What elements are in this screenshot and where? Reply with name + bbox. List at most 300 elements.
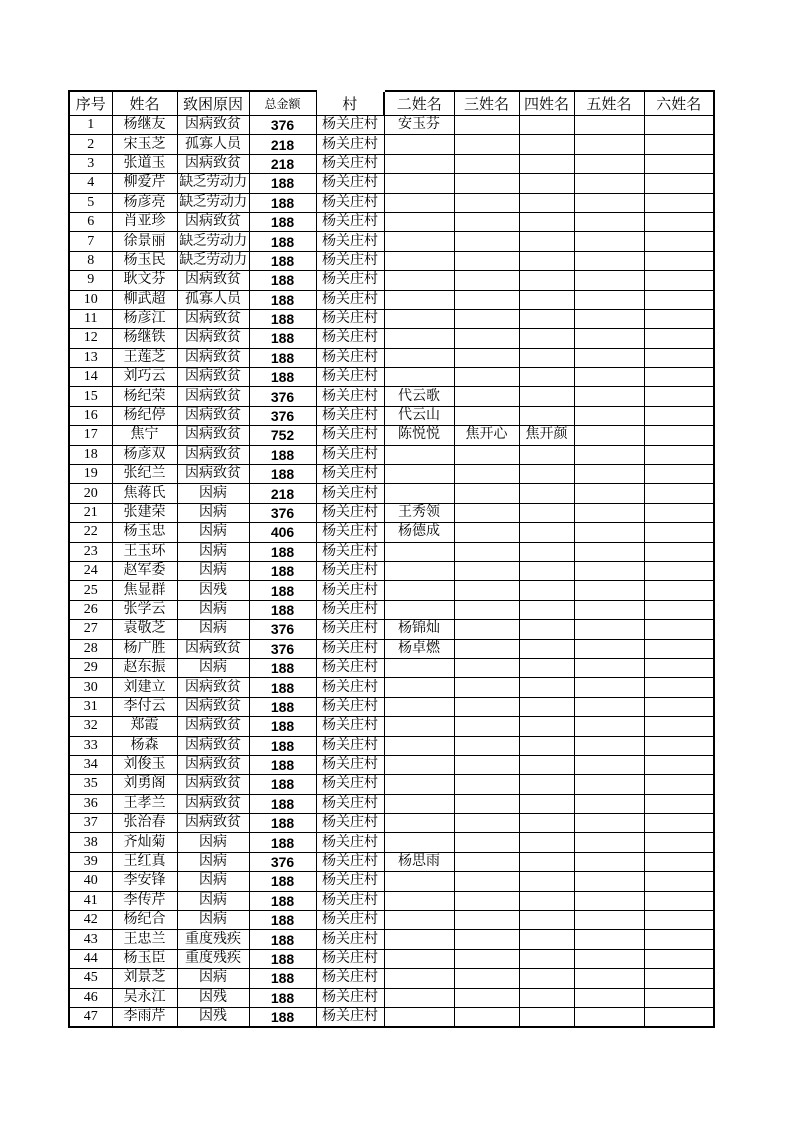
table-cell	[574, 232, 644, 251]
table-cell	[519, 465, 574, 484]
table-cell: 19	[69, 465, 112, 484]
table-cell	[644, 503, 714, 522]
table-cell	[519, 620, 574, 639]
table-cell	[384, 484, 454, 503]
table-cell: 6	[69, 212, 112, 231]
table-cell: 32	[69, 717, 112, 736]
table-row	[69, 658, 714, 677]
table-cell	[384, 290, 454, 309]
table-cell	[384, 232, 454, 251]
table-cell	[519, 794, 574, 813]
table-cell: 12	[69, 329, 112, 348]
table-cell	[644, 329, 714, 348]
poverty-subsidy-table	[68, 90, 715, 1028]
table-cell: 刘勇阁	[112, 775, 177, 794]
table-cell: 因病	[177, 969, 249, 988]
table-cell	[384, 930, 454, 949]
table-cell: 重度残疾	[177, 930, 249, 949]
table-cell	[574, 484, 644, 503]
table-cell	[519, 387, 574, 406]
table-cell: 13	[69, 348, 112, 367]
table-cell	[454, 814, 519, 833]
header-cell: 序号	[69, 91, 112, 116]
table-cell	[644, 736, 714, 755]
table-cell	[454, 406, 519, 425]
table-cell	[574, 794, 644, 813]
table-cell: 杨关庄村	[316, 174, 384, 193]
table-cell	[384, 911, 454, 930]
table-cell	[519, 445, 574, 464]
table-row	[69, 717, 714, 736]
table-cell	[644, 135, 714, 154]
table-cell	[574, 116, 644, 135]
table-row	[69, 387, 714, 406]
table-cell: 杨关庄村	[316, 1007, 384, 1027]
table-cell	[644, 174, 714, 193]
table-cell: 因病致贫	[177, 678, 249, 697]
table-cell: 376	[249, 116, 316, 135]
table-cell: 188	[249, 290, 316, 309]
table-cell: 因病致贫	[177, 368, 249, 387]
table-row	[69, 988, 714, 1007]
table-cell	[384, 697, 454, 716]
table-header	[69, 91, 714, 116]
table-cell	[574, 736, 644, 755]
table-cell	[384, 465, 454, 484]
table-cell: 因病致贫	[177, 755, 249, 774]
table-row	[69, 1007, 714, 1027]
table-row	[69, 833, 714, 852]
table-cell: 杨锦灿	[384, 620, 454, 639]
table-cell: 李付云	[112, 697, 177, 716]
table-cell: 188	[249, 930, 316, 949]
table-cell: 杨纪停	[112, 406, 177, 425]
table-cell: 杨关庄村	[316, 930, 384, 949]
table-row	[69, 348, 714, 367]
table-cell	[574, 290, 644, 309]
table-cell: 因残	[177, 988, 249, 1007]
table-cell	[519, 872, 574, 891]
table-cell	[454, 794, 519, 813]
table-cell: 因病	[177, 542, 249, 561]
table-cell	[644, 251, 714, 270]
table-cell	[454, 445, 519, 464]
table-cell	[454, 678, 519, 697]
table-cell: 27	[69, 620, 112, 639]
table-cell	[644, 581, 714, 600]
table-cell	[384, 174, 454, 193]
table-cell	[384, 755, 454, 774]
table-cell: 杨关庄村	[316, 406, 384, 425]
table-cell: 刘俊玉	[112, 755, 177, 774]
table-cell: 47	[69, 1007, 112, 1027]
table-cell	[574, 949, 644, 968]
table-cell	[644, 697, 714, 716]
table-cell: 16	[69, 406, 112, 425]
table-cell	[454, 736, 519, 755]
table-cell	[644, 794, 714, 813]
table-cell	[644, 872, 714, 891]
table-cell	[519, 174, 574, 193]
table-cell: 李安锋	[112, 872, 177, 891]
table-cell	[644, 232, 714, 251]
table-cell: 袁敬芝	[112, 620, 177, 639]
table-cell: 杨关庄村	[316, 775, 384, 794]
table-cell	[519, 969, 574, 988]
table-cell: 陈悦悦	[384, 426, 454, 445]
table-cell	[644, 814, 714, 833]
table-cell: 焦蒋氏	[112, 484, 177, 503]
table-row	[69, 755, 714, 774]
table-cell	[519, 911, 574, 930]
table-cell: 376	[249, 503, 316, 522]
table-cell: 刘巧云	[112, 368, 177, 387]
table-cell	[519, 639, 574, 658]
table-cell: 1	[69, 116, 112, 135]
table-cell: 46	[69, 988, 112, 1007]
table-cell	[519, 116, 574, 135]
table-cell: 杨关庄村	[316, 736, 384, 755]
table-cell: 因病致贫	[177, 736, 249, 755]
table-cell: 188	[249, 542, 316, 561]
table-cell: 宋玉芝	[112, 135, 177, 154]
table-cell	[574, 988, 644, 1007]
table-cell: 218	[249, 484, 316, 503]
table-cell	[519, 154, 574, 173]
table-cell	[454, 271, 519, 290]
table-cell: 杨关庄村	[316, 891, 384, 910]
table-cell	[519, 833, 574, 852]
table-cell: 因残	[177, 581, 249, 600]
table-cell	[454, 600, 519, 619]
header-cell: 姓名	[112, 91, 177, 116]
table-cell	[574, 852, 644, 871]
table-cell	[519, 309, 574, 328]
table-cell	[454, 387, 519, 406]
table-cell: 杨关庄村	[316, 658, 384, 677]
table-cell	[644, 465, 714, 484]
table-cell: 杨关庄村	[316, 523, 384, 542]
table-cell	[519, 852, 574, 871]
table-cell: 因病	[177, 503, 249, 522]
header-cell: 六姓名	[644, 91, 714, 116]
table-cell	[384, 600, 454, 619]
table-cell	[644, 833, 714, 852]
table-row	[69, 620, 714, 639]
table-cell: 因病致贫	[177, 309, 249, 328]
table-cell	[574, 697, 644, 716]
table-row	[69, 290, 714, 309]
table-cell	[454, 639, 519, 658]
table-cell	[574, 930, 644, 949]
table-cell: 因病	[177, 852, 249, 871]
table-cell: 张道玉	[112, 154, 177, 173]
table-row	[69, 232, 714, 251]
table-cell: 柳爱芹	[112, 174, 177, 193]
table-cell: 杨关庄村	[316, 581, 384, 600]
table-cell	[574, 872, 644, 891]
table-cell	[384, 581, 454, 600]
table-cell: 杨关庄村	[316, 465, 384, 484]
table-cell: 杨纪荣	[112, 387, 177, 406]
table-cell: 因病	[177, 600, 249, 619]
table-cell	[519, 368, 574, 387]
table-cell: 杨彦双	[112, 445, 177, 464]
table-cell	[384, 736, 454, 755]
table-cell: 缺乏劳动力	[177, 174, 249, 193]
table-cell: 杨关庄村	[316, 755, 384, 774]
table-cell	[644, 348, 714, 367]
table-cell: 因病	[177, 658, 249, 677]
table-cell	[644, 775, 714, 794]
table-cell	[454, 891, 519, 910]
table-cell: 因病致贫	[177, 406, 249, 425]
table-cell: 188	[249, 561, 316, 580]
table-cell	[574, 271, 644, 290]
table-cell	[519, 949, 574, 968]
table-cell	[644, 387, 714, 406]
table-cell: 安玉芬	[384, 116, 454, 135]
table-cell: 因病致贫	[177, 775, 249, 794]
table-cell: 王莲芝	[112, 348, 177, 367]
table-cell: 22	[69, 523, 112, 542]
table-cell	[644, 561, 714, 580]
table-row	[69, 426, 714, 445]
table-cell	[454, 174, 519, 193]
table-row	[69, 639, 714, 658]
table-cell: 4	[69, 174, 112, 193]
table-cell: 焦开颜	[519, 426, 574, 445]
table-cell: 20	[69, 484, 112, 503]
table-cell	[384, 348, 454, 367]
table-cell	[384, 368, 454, 387]
table-cell: 杨关庄村	[316, 833, 384, 852]
table-cell: 因病致贫	[177, 445, 249, 464]
table-cell: 杨关庄村	[316, 872, 384, 891]
table-cell: 31	[69, 697, 112, 716]
table-cell	[384, 891, 454, 910]
table-cell	[519, 581, 574, 600]
table-cell: 王孝兰	[112, 794, 177, 813]
table-cell	[454, 988, 519, 1007]
table-cell: 杨关庄村	[316, 639, 384, 658]
table-cell: 张建荣	[112, 503, 177, 522]
table-cell	[644, 484, 714, 503]
table-row	[69, 794, 714, 813]
table-cell: 188	[249, 833, 316, 852]
table-cell: 杨关庄村	[316, 348, 384, 367]
table-row	[69, 406, 714, 425]
table-cell	[454, 290, 519, 309]
table-cell: 因残	[177, 1007, 249, 1027]
table-cell: 张纪兰	[112, 465, 177, 484]
table-row	[69, 154, 714, 173]
table-cell	[454, 135, 519, 154]
header-row	[69, 91, 714, 116]
table-cell	[384, 1007, 454, 1027]
table-cell: 杨德成	[384, 523, 454, 542]
table-cell: 杨关庄村	[316, 542, 384, 561]
table-cell	[454, 348, 519, 367]
table-cell	[644, 445, 714, 464]
table-cell: 38	[69, 833, 112, 852]
table-cell	[454, 561, 519, 580]
table-cell	[519, 930, 574, 949]
table-cell: 代云歌	[384, 387, 454, 406]
table-cell: 188	[249, 678, 316, 697]
table-cell	[574, 193, 644, 212]
table-cell	[384, 775, 454, 794]
table-cell: 218	[249, 135, 316, 154]
table-cell: 杨关庄村	[316, 193, 384, 212]
table-cell	[454, 542, 519, 561]
table-cell: 焦显群	[112, 581, 177, 600]
table-cell	[644, 891, 714, 910]
table-cell: 杨关庄村	[316, 251, 384, 270]
table-cell: 重度残疾	[177, 949, 249, 968]
table-cell: 34	[69, 755, 112, 774]
table-cell	[454, 309, 519, 328]
table-cell: 杨思雨	[384, 852, 454, 871]
table-cell: 188	[249, 271, 316, 290]
table-row	[69, 911, 714, 930]
header-cell: 五姓名	[574, 91, 644, 116]
table-cell: 杨彦江	[112, 309, 177, 328]
table-cell: 188	[249, 891, 316, 910]
table-row	[69, 581, 714, 600]
table-cell	[644, 271, 714, 290]
header-cell: 二姓名	[384, 91, 454, 116]
table-cell	[454, 930, 519, 949]
table-cell	[454, 329, 519, 348]
table-cell	[519, 542, 574, 561]
table-cell: 因病	[177, 891, 249, 910]
table-cell	[454, 193, 519, 212]
table-cell: 杨关庄村	[316, 717, 384, 736]
table-cell: 杨关庄村	[316, 911, 384, 930]
table-cell: 焦开心	[454, 426, 519, 445]
table-cell	[519, 290, 574, 309]
table-cell: 吴永江	[112, 988, 177, 1007]
table-cell: 杨彦亮	[112, 193, 177, 212]
table-cell	[644, 639, 714, 658]
table-cell	[644, 911, 714, 930]
table-cell	[519, 329, 574, 348]
table-cell: 杨卓燃	[384, 639, 454, 658]
table-cell	[384, 193, 454, 212]
table-row	[69, 445, 714, 464]
table-cell: 杨玉忠	[112, 523, 177, 542]
table-cell	[574, 465, 644, 484]
header-cell: 村	[316, 91, 384, 116]
table-row	[69, 465, 714, 484]
table-row	[69, 116, 714, 135]
table-cell: 因病致贫	[177, 697, 249, 716]
table-cell: 因病	[177, 872, 249, 891]
table-cell	[519, 232, 574, 251]
header-cell: 三姓名	[454, 91, 519, 116]
table-cell: 18	[69, 445, 112, 464]
table-cell: 188	[249, 794, 316, 813]
table-row	[69, 309, 714, 328]
table-cell	[519, 135, 574, 154]
table-cell: 杨关庄村	[316, 988, 384, 1007]
table-row	[69, 600, 714, 619]
table-row	[69, 251, 714, 270]
table-cell	[574, 658, 644, 677]
table-cell	[384, 251, 454, 270]
table-cell	[644, 542, 714, 561]
table-cell: 188	[249, 717, 316, 736]
table-row	[69, 193, 714, 212]
table-cell: 因病致贫	[177, 387, 249, 406]
table-cell: 杨关庄村	[316, 620, 384, 639]
table-cell	[644, 717, 714, 736]
table-cell	[574, 445, 644, 464]
table-cell	[574, 678, 644, 697]
table-cell	[519, 891, 574, 910]
table-row	[69, 852, 714, 871]
table-cell: 因病致贫	[177, 329, 249, 348]
table-cell	[574, 755, 644, 774]
table-cell: 因病致贫	[177, 348, 249, 367]
table-cell: 17	[69, 426, 112, 445]
table-cell	[384, 988, 454, 1007]
table-cell: 因病	[177, 911, 249, 930]
table-cell: 缺乏劳动力	[177, 193, 249, 212]
table-cell: 因病	[177, 620, 249, 639]
table-cell: 杨关庄村	[316, 794, 384, 813]
table-cell	[384, 154, 454, 173]
table-cell: 39	[69, 852, 112, 871]
table-cell	[644, 988, 714, 1007]
table-cell: 7	[69, 232, 112, 251]
table-cell: 杨关庄村	[316, 387, 384, 406]
table-cell: 张学云	[112, 600, 177, 619]
table-cell	[574, 309, 644, 328]
table-cell: 杨关庄村	[316, 852, 384, 871]
table-cell: 因病	[177, 523, 249, 542]
table-cell: 376	[249, 620, 316, 639]
table-cell: 柳武超	[112, 290, 177, 309]
table-cell: 杨关庄村	[316, 232, 384, 251]
table-cell	[574, 775, 644, 794]
table-cell	[519, 678, 574, 697]
table-cell: 因病致贫	[177, 814, 249, 833]
table-row	[69, 814, 714, 833]
table-cell	[454, 581, 519, 600]
header-cell: 总金额	[249, 91, 316, 116]
table-cell	[574, 174, 644, 193]
table-cell	[519, 523, 574, 542]
table-cell: 37	[69, 814, 112, 833]
table-cell: 33	[69, 736, 112, 755]
table-cell	[454, 969, 519, 988]
table-cell	[519, 348, 574, 367]
table-cell	[574, 368, 644, 387]
table-cell	[574, 891, 644, 910]
table-cell: 188	[249, 212, 316, 231]
table-cell	[574, 561, 644, 580]
table-cell	[644, 406, 714, 425]
table-cell	[454, 1007, 519, 1027]
table-cell	[574, 135, 644, 154]
table-row	[69, 135, 714, 154]
table-cell: 376	[249, 852, 316, 871]
table-cell	[644, 154, 714, 173]
table-cell	[519, 600, 574, 619]
table-cell: 188	[249, 329, 316, 348]
